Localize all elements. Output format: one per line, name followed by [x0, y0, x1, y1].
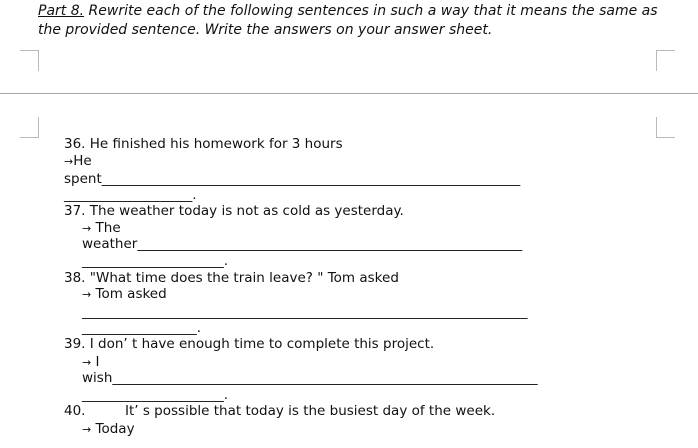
question-39-prompt: [82, 354, 100, 371]
question-39-blank: _______________________________________________________________: [112, 370, 538, 386]
instructions: [38, 2, 678, 40]
question-36-word: spent: [64, 171, 102, 187]
question-37-answer-line-2[interactable]: _____________________.: [82, 253, 229, 269]
part-heading: Part 8.: [38, 3, 85, 19]
arrow-icon: →: [82, 222, 92, 235]
question-39-answer-line-2[interactable]: _____________________.: [82, 387, 229, 403]
crop-mark-bottom-right: [656, 117, 675, 138]
question-40-stem: It’ s possible that today is the busiest day of the week.: [125, 403, 496, 419]
question-36-prompt: [64, 153, 92, 170]
crop-mark-top-right: [656, 50, 675, 71]
question-37-prompt: [82, 220, 121, 237]
question-40-prompt: [82, 421, 135, 438]
arrow-icon: →: [82, 423, 92, 436]
question-38-answer-line[interactable]: __________________________________________________________________: [82, 304, 528, 320]
question-37-word: weather: [82, 236, 138, 252]
question-39-stem: 39. I don’ t have enough time to complete this project.: [64, 336, 435, 352]
question-36-stem: 36. He finished his homework for 3 hours: [64, 136, 343, 152]
question-37-prompt-text: The: [95, 220, 121, 236]
crop-mark-top-left: [20, 50, 39, 71]
question-38-stem: 38. "What time does the train leave? " Tom asked: [64, 270, 399, 286]
question-37-blank: _________________________________________________________: [137, 236, 523, 252]
question-38-prompt: [82, 286, 167, 303]
crop-mark-bottom-left: [20, 117, 39, 138]
question-37-stem: 37. The weather today is not as cold as yesterday.: [64, 203, 404, 219]
question-36-prompt-text: He: [73, 153, 92, 169]
instructions-text: Rewrite each of the following sentences in such a way that it means the same as the provided sentence. Write the answers on your answer sheet.: [38, 3, 658, 38]
arrow-icon: →: [82, 356, 92, 369]
page-break-line: [0, 93, 698, 94]
question-36-blank: ______________________________________________________________: [101, 171, 521, 187]
question-40-number: 40.: [64, 403, 86, 419]
question-39-word: wish: [82, 370, 113, 386]
question-40-prompt-text: Today: [95, 421, 135, 437]
arrow-icon: →: [64, 155, 74, 168]
question-39-answer-line[interactable]: [82, 370, 656, 387]
question-38-prompt-text: Tom asked: [95, 286, 167, 302]
question-39-prompt-text: I: [95, 354, 100, 370]
question-37-answer-line[interactable]: [82, 236, 646, 253]
question-36-answer-line-2[interactable]: ___________________.: [64, 187, 197, 203]
question-36-answer-line[interactable]: [64, 171, 656, 188]
question-38-answer-line-2[interactable]: _________________.: [82, 320, 202, 336]
arrow-icon: →: [82, 288, 92, 301]
